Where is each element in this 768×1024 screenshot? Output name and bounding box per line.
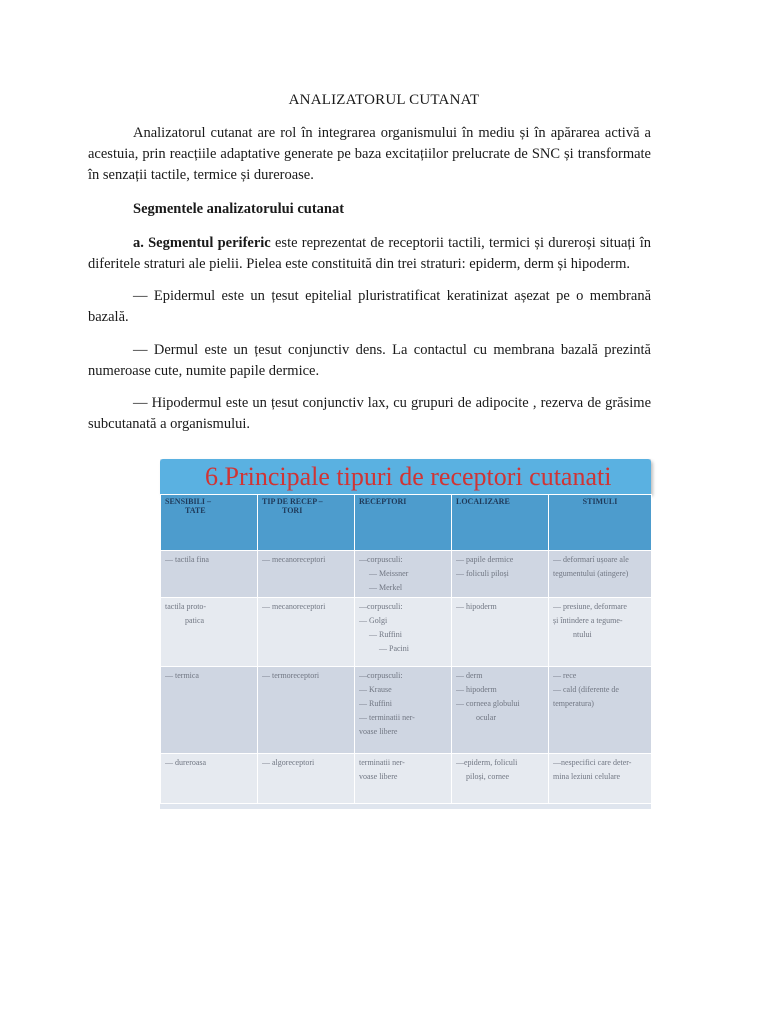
header-text: STIMULI [582, 497, 618, 506]
table-row [161, 551, 652, 598]
cell-line: — hipoderm [456, 602, 497, 611]
cell-line: —corpusculi: [359, 671, 403, 680]
cell-line: terminatii ner- [359, 758, 405, 767]
epidermis-paragraph: — Epidermul este un țesut epitelial pluristratificat keratinizat așezat pe o membrană bazală. [88, 288, 651, 325]
cell-line: —corpusculi: [359, 602, 403, 611]
cell-line: — Meissner [369, 569, 409, 578]
table-cell [549, 598, 652, 667]
receptor-table [160, 494, 652, 804]
header-text: TATE [185, 506, 206, 515]
header-receptori [355, 495, 452, 551]
cell-line: — Golgi [359, 616, 388, 625]
cell-line: — mecanoreceptori [262, 602, 326, 611]
table-cell [355, 667, 452, 754]
header-text: TORI [282, 506, 303, 515]
cell-line: temperatura) [553, 699, 594, 708]
peripheral-segment-label: a. Segmentul periferic [133, 235, 271, 251]
cell-line: voase libere [359, 772, 398, 781]
table-cell [355, 551, 452, 598]
cell-line: — termica [165, 671, 199, 680]
header-text: LOCALIZARE [456, 497, 510, 506]
table-cell [258, 754, 355, 804]
cell-line: — Pacini [379, 644, 409, 653]
table-cell [258, 598, 355, 667]
header-text: RECEPTORI [359, 497, 407, 506]
cell-line: ocular [476, 713, 496, 722]
table-cell [452, 551, 549, 598]
cell-line: — mecanoreceptori [262, 555, 326, 564]
cell-line: —nespecifici care deter- [553, 758, 632, 767]
table-row [161, 667, 652, 754]
table-cell [452, 667, 549, 754]
header-text: SENSIBILI – [165, 497, 212, 506]
cell-line: — Ruffini [359, 699, 392, 708]
table-cell [452, 598, 549, 667]
cell-line: — derm [456, 671, 483, 680]
receptor-table-image [160, 459, 651, 809]
cell-line: — papile dermice [456, 555, 514, 564]
cell-line: — tactila fina [165, 555, 209, 564]
header-tip-receptori [258, 495, 355, 551]
cell-line: piloși, cornee [466, 772, 510, 781]
table-title-bar [160, 459, 651, 494]
cell-line: mina leziuni celulare [553, 772, 621, 781]
table-cell [161, 551, 258, 598]
table-row [161, 754, 652, 804]
cell-line: — deformarí ușoare ale [553, 555, 629, 564]
table-header-row [161, 495, 652, 551]
table-cell [355, 754, 452, 804]
cell-line: tactila proto- [165, 602, 207, 611]
peripheral-segment-paragraph [88, 233, 651, 275]
cell-line: — hipoderm [456, 685, 497, 694]
hypodermis-paragraph: — Hipodermul este un țesut conjunctiv lax, cu grupuri de adipocite , rezerva de grăsime subcutanată a organismului. [88, 395, 651, 432]
cell-line: — presiune, deformare [553, 602, 627, 611]
cell-line: tegumentului (atingere) [553, 569, 629, 578]
cell-line: — termoreceptori [262, 671, 320, 680]
cell-line: patica [185, 616, 205, 625]
cell-line: — foliculi piloși [456, 569, 509, 578]
page-title: ANALIZATORUL CUTANAT [288, 92, 480, 108]
table-title: 6.Principale tipuri de receptori cutanati [205, 462, 612, 491]
section-heading: Segmentele analizatorului cutanat [133, 201, 345, 217]
cell-line: —epiderm, foliculi [456, 758, 518, 767]
cell-line: și întindere a tegume- [553, 616, 623, 625]
cell-line: — rece [553, 671, 577, 680]
cell-line: — Merkel [369, 583, 403, 592]
table-cell [452, 754, 549, 804]
header-sensibilitate [161, 495, 258, 551]
table-cell [161, 667, 258, 754]
cell-line: — algoreceptori [262, 758, 315, 767]
dermis-paragraph: — Dermul este un țesut conjunctiv dens. La contactul cu membrana bazală prezintă numeroase cute, numite papile dermice. [88, 342, 651, 379]
table-cell [355, 598, 452, 667]
table-cell [549, 551, 652, 598]
cell-line: voase libere [359, 727, 398, 736]
cell-line: — Krause [359, 685, 392, 694]
cell-line: — corneea globului [456, 699, 520, 708]
header-text: TIP DE RECEP – [262, 497, 323, 506]
table-cell [258, 551, 355, 598]
intro-paragraph: Analizatorul cutanat are rol în integrarea organismului în mediu și în apărarea activă a acestuia, prin reacțiile adaptative generate pe baza excitațiilor prelucrate de SNC și transformate în senzații tactile, termice și dureroase. [88, 125, 651, 183]
table-cell [549, 754, 652, 804]
table-cell [549, 667, 652, 754]
table-cell [161, 754, 258, 804]
header-stimuli [549, 495, 652, 551]
cell-line: —corpusculi: [359, 555, 403, 564]
cell-line: — cald (diferente de [553, 685, 619, 694]
peripheral-segment-text: este reprezentat de receptorii tactili, termici și dureroși situați în diferitele straturi ale pielii. Pielea este constituită din trei straturi: epiderm, derm și hipoderm. [88, 235, 651, 272]
cell-line: ntului [573, 630, 592, 639]
cell-line: — dureroasa [165, 758, 207, 767]
cell-line: — Ruffini [369, 630, 402, 639]
table-row [161, 598, 652, 667]
header-localizare [452, 495, 549, 551]
table-cell [161, 598, 258, 667]
table-cell [258, 667, 355, 754]
cell-line: — terminatii ner- [359, 713, 415, 722]
